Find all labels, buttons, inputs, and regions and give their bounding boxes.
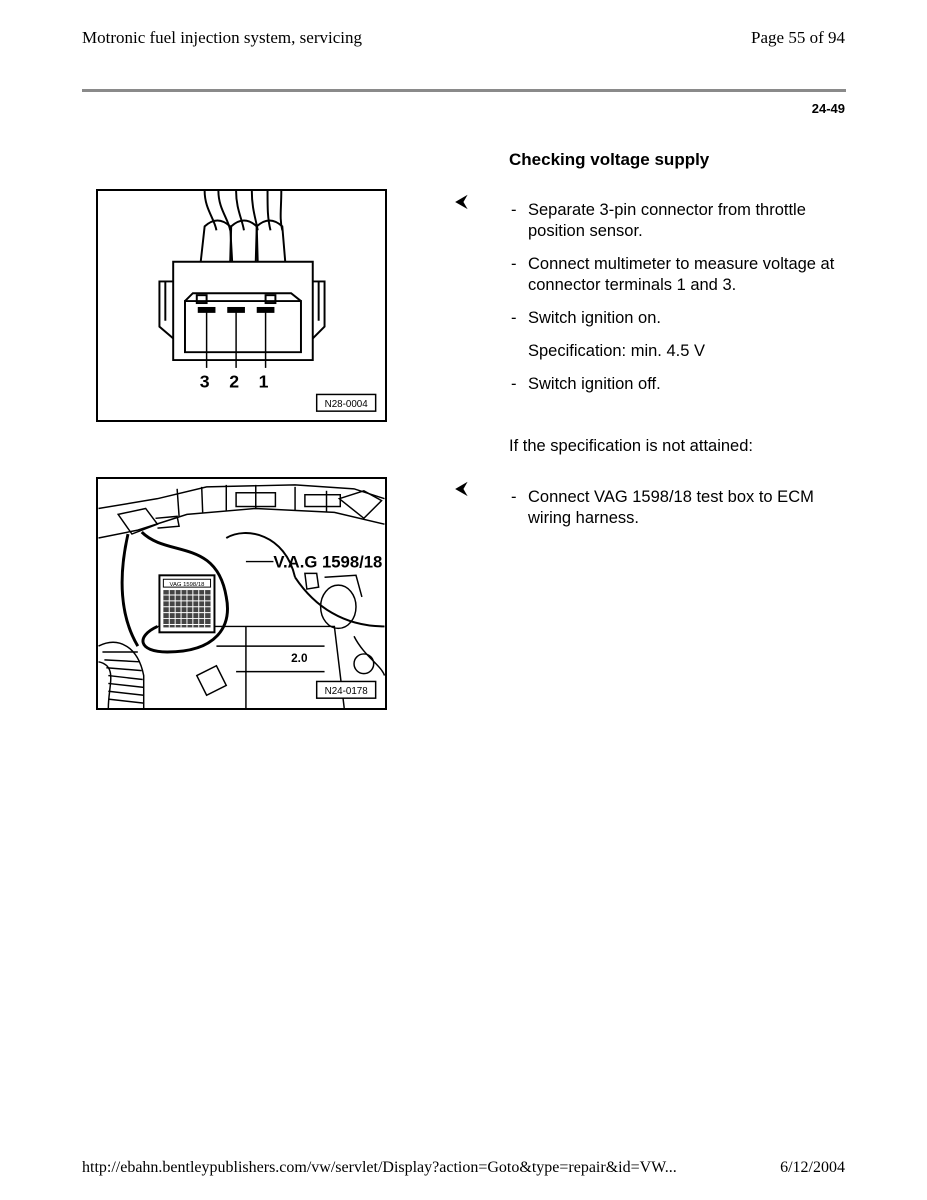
header-divider bbox=[82, 89, 846, 92]
list-item bbox=[511, 200, 841, 242]
figure-ref: N28-0004 bbox=[324, 399, 368, 411]
figure-ref: N24-0178 bbox=[324, 686, 368, 698]
list-item bbox=[511, 374, 841, 395]
step-text: Separate 3-pin connector from throttle position sensor. bbox=[528, 201, 806, 240]
figure-pointer-icon: ⮜ bbox=[455, 191, 468, 211]
section-heading: Checking voltage supply bbox=[509, 150, 710, 169]
tool-label: V.A.G 1598/18 bbox=[273, 552, 383, 572]
step-text: Switch ignition on. bbox=[528, 309, 661, 327]
engine-bay-diagram bbox=[96, 477, 387, 710]
list-item bbox=[511, 487, 841, 529]
page-number: Page 55 of 94 bbox=[751, 28, 845, 47]
document-title: Motronic fuel injection system, servicing bbox=[82, 28, 362, 47]
step-text: Connect multimeter to measure voltage at connector terminals 1 and 3. bbox=[528, 255, 835, 294]
procedure-steps bbox=[511, 200, 841, 407]
bullet-dash: - bbox=[511, 309, 517, 327]
footer-date: 6/12/2004 bbox=[780, 1159, 845, 1176]
pin-label: 1 bbox=[258, 371, 269, 392]
bullet-dash: - bbox=[511, 255, 517, 273]
specification: Specification: min. 4.5 V bbox=[528, 342, 706, 360]
procedure-steps bbox=[511, 487, 841, 541]
footer-url: http://ebahn.bentleypublishers.com/vw/servlet/Display?action=Goto&type=repair&id=VW... bbox=[82, 1159, 677, 1176]
list-item bbox=[511, 254, 841, 296]
list-item bbox=[511, 308, 841, 329]
engine-bay-illustration bbox=[98, 479, 385, 708]
pin-label: 3 bbox=[199, 371, 210, 392]
connector-diagram bbox=[96, 189, 387, 422]
step-text: Connect VAG 1598/18 test box to ECM wiring harness. bbox=[528, 488, 814, 527]
test-box-label: VAG 1598/18 bbox=[169, 582, 205, 589]
section-code: 24-49 bbox=[811, 101, 845, 116]
bullet-dash: - bbox=[511, 375, 517, 393]
step-text: Switch ignition off. bbox=[528, 375, 661, 393]
pin-label: 2 bbox=[229, 371, 240, 392]
figure-pointer-icon: ⮜ bbox=[455, 478, 468, 498]
bullet-dash: - bbox=[511, 201, 517, 219]
bullet-dash: - bbox=[511, 488, 517, 506]
engine-label: 2.0 bbox=[291, 651, 308, 665]
condition-note: If the specification is not attained: bbox=[509, 437, 753, 455]
connector-illustration bbox=[98, 191, 385, 420]
